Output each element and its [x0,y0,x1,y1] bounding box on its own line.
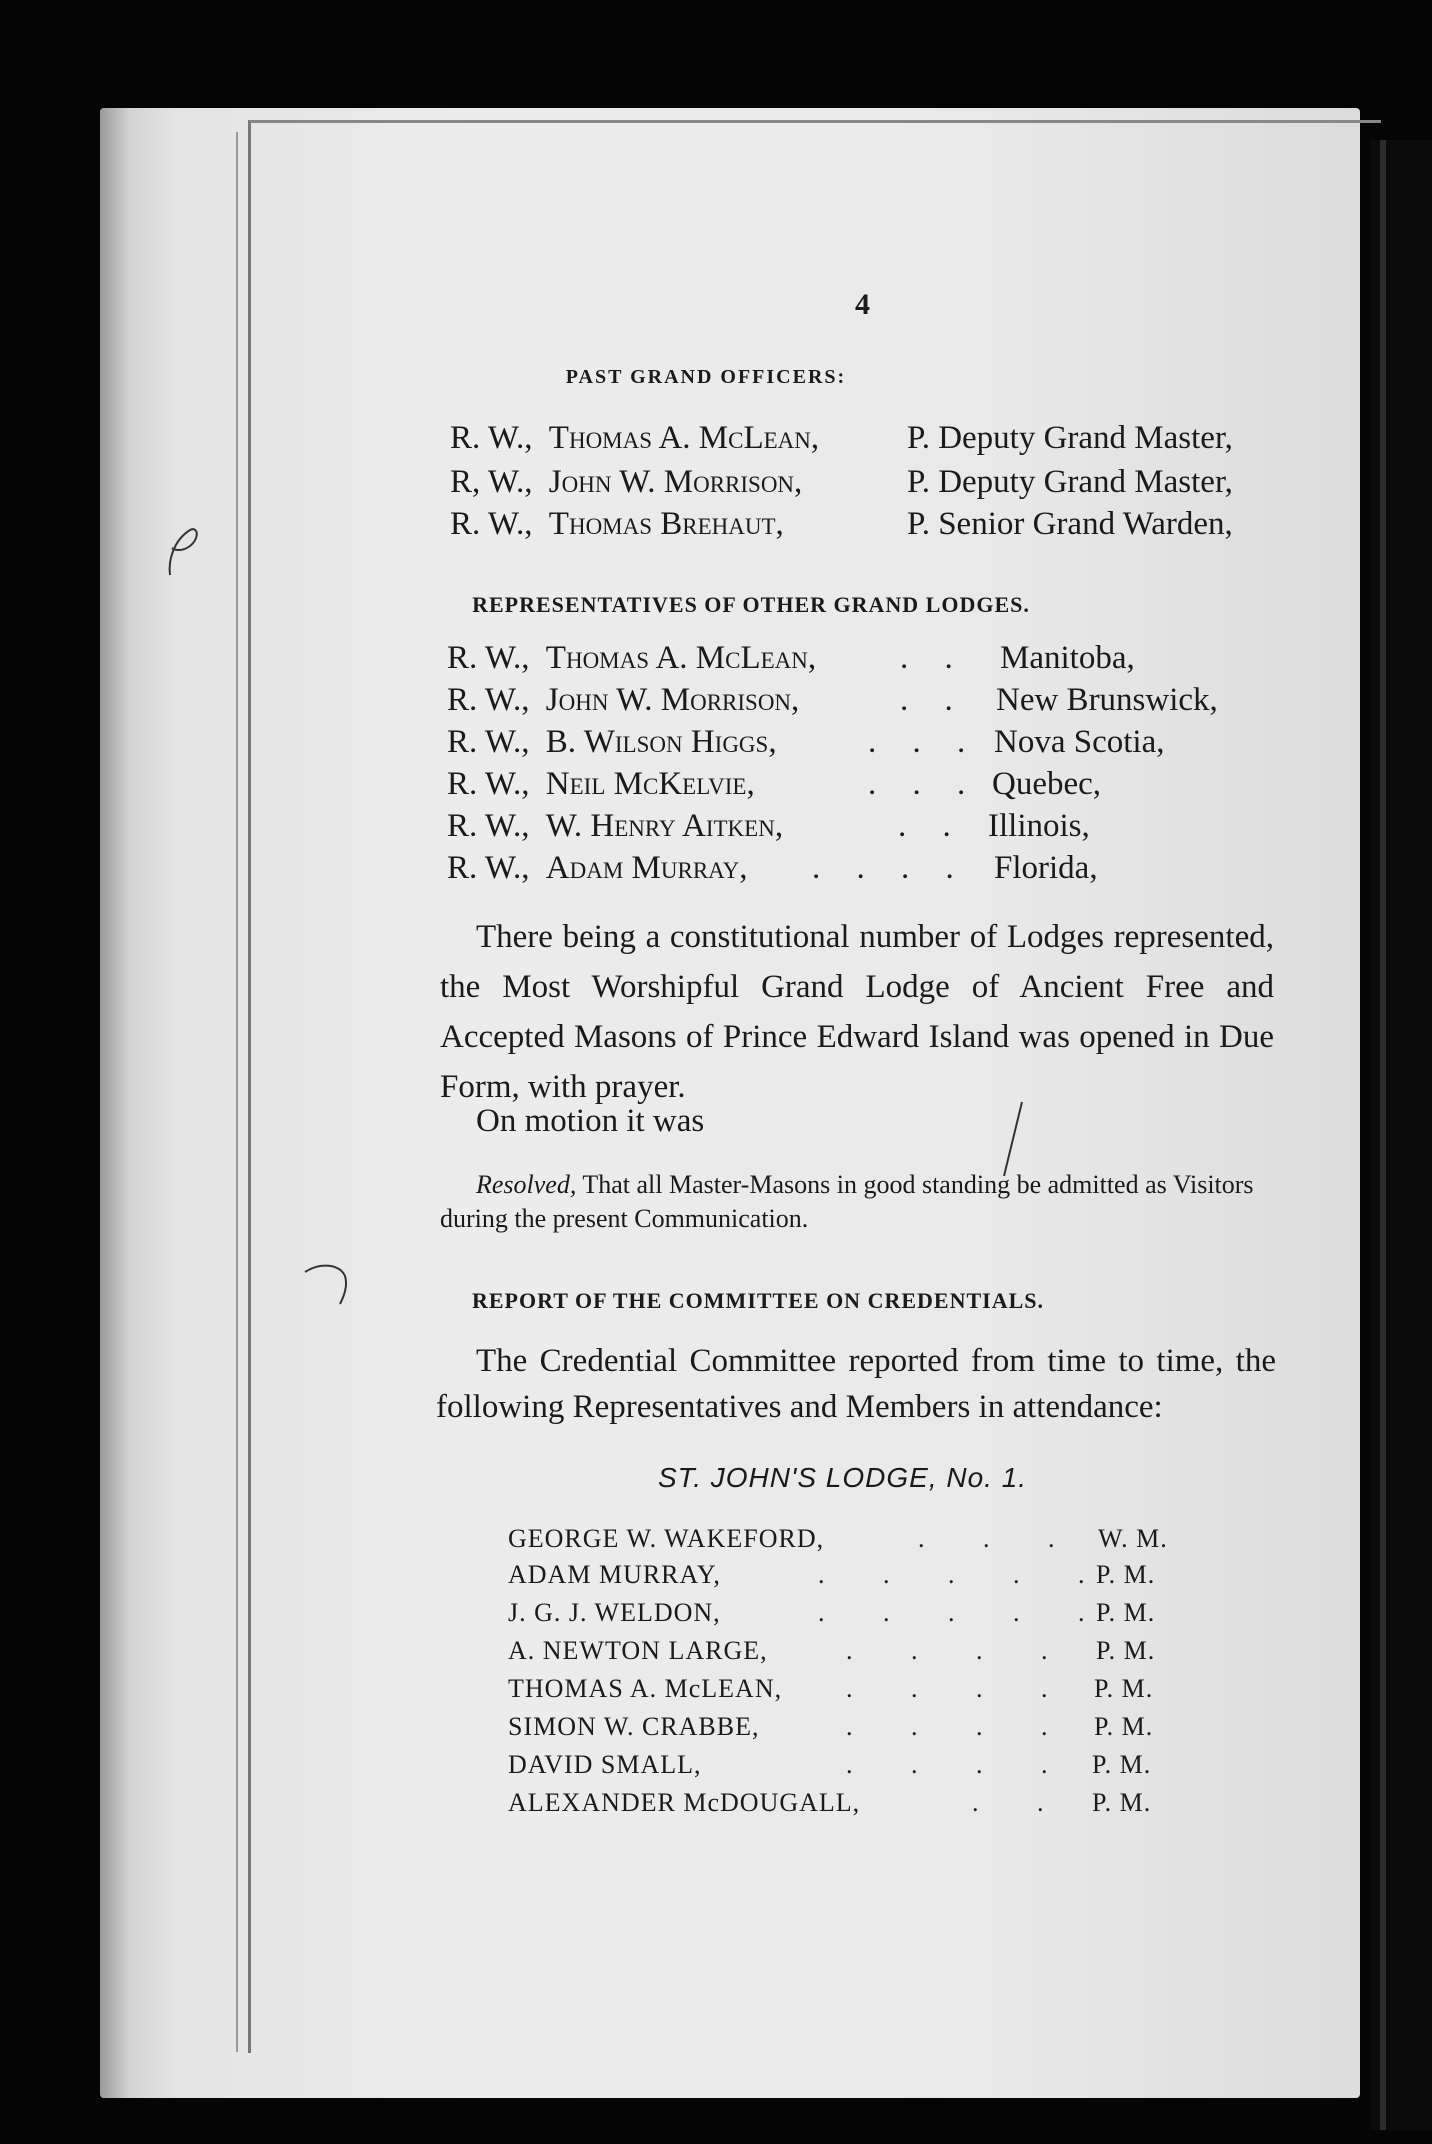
past-officer-row [450,506,784,543]
representative-row [447,724,777,761]
member-dots: . . . . [846,1674,1074,1703]
member-name: A. NEWTON LARGE, [508,1636,768,1665]
member-dots: . . . . [846,1712,1074,1741]
rep-name: John W. Morrison, [545,682,800,718]
rep-place: Nova Scotia, [994,724,1165,760]
member-rank: P. M. [1092,1788,1152,1817]
rep-place: Illinois, [988,808,1090,844]
rep-dots: . . . . [812,850,968,886]
member-rank: P. M. [1096,1598,1156,1627]
credentials-heading: REPORT OF THE COMMITTEE ON CREDENTIALS. [471,1288,1045,1313]
pencil-mark-icon [160,520,210,580]
member-name: DAVID SMALL, [508,1750,702,1779]
member-rank: P. M. [1094,1712,1154,1741]
lodge-title: ST. JOHN'S LODGE, No. 1. [658,1462,1028,1493]
credentials-paragraph: The Credential Committee reported from time to time, the following Representatives and Members in attendance: [436,1343,1276,1425]
officer-prefix: R. W., [450,420,533,456]
rep-prefix: R. W., [447,640,530,676]
member-rank: P. M. [1094,1674,1154,1703]
rep-prefix: R. W., [447,808,530,844]
member-dots: . . . . . [818,1598,1111,1627]
officer-prefix: R. W., [450,506,533,542]
rep-name: Adam Murray, [545,850,748,886]
rep-prefix: R. W., [447,850,530,886]
representative-row [447,766,755,803]
rep-place: New Brunswick, [996,682,1218,718]
member-rank: W. M. [1098,1524,1168,1553]
rep-dots: . . . [868,766,980,802]
pencil-mark-icon [998,1100,1028,1180]
officer-name: Thomas A. McLean, [548,420,820,456]
past-grand-officers-heading: PAST GRAND OFFICERS: [565,366,847,388]
pencil-mark-icon [300,1262,360,1312]
rep-dots: . . [900,640,967,676]
resolution-text: That all Master-Masons in good standing be admitted as Visitors during the present Communication. [440,1170,1254,1233]
member-name: SIMON W. CRABBE, [508,1712,760,1741]
page-number: 4 [855,288,870,321]
member-dots: . . . [918,1524,1081,1553]
officer-office: P. Senior Grand Warden, [907,506,1233,542]
officer-office: P. Deputy Grand Master, [907,464,1233,500]
representatives-heading: REPRESENTATIVES OF OTHER GRAND LODGES. [472,592,1030,617]
officer-name: John W. Morrison, [548,464,803,500]
member-name: J. G. J. WELDON, [508,1598,721,1627]
opening-paragraph: There being a constitutional number of Lodges represented, the Most Worshipful Grand Lodge of Ancient Free and Accepted Masons of Prince Edward Island was opened in Due Form, with prayer. [440,919,1274,1105]
representative-row [447,808,783,845]
rep-name: B. Wilson Higgs, [545,724,777,760]
member-name: ADAM MURRAY, [508,1560,721,1589]
resolution-label: Resolved, [476,1170,577,1199]
member-rank: P. M. [1096,1636,1156,1665]
member-rank: P. M. [1092,1750,1152,1779]
rep-place: Florida, [994,850,1098,886]
representative-row [447,682,799,719]
representative-row [447,850,748,887]
officer-name: Thomas Brehaut, [548,506,784,542]
officer-prefix: R, W., [450,464,533,500]
rep-place: Manitoba, [1000,640,1135,676]
rep-name: W. Henry Aitken, [545,808,784,844]
rep-dots: . . . [868,724,980,760]
rep-place: Quebec, [992,766,1102,802]
resolution-paragraph [440,1168,1274,1236]
motion-line: On motion it was [476,1103,705,1139]
member-dots: . . [972,1788,1070,1817]
right-page-edge [1380,140,1386,2130]
officer-office: P. Deputy Grand Master, [907,420,1233,456]
member-name: ALEXANDER McDOUGALL, [508,1788,861,1817]
member-name: THOMAS A. McLEAN, [508,1674,783,1703]
rep-dots: . . [900,682,967,718]
rep-prefix: R. W., [447,766,530,802]
member-rank: P. M. [1096,1560,1156,1589]
member-dots: . . . . . [818,1560,1111,1589]
representative-row [447,640,816,677]
rep-prefix: R. W., [447,724,530,760]
past-officer-row [450,420,819,457]
rep-prefix: R. W., [447,682,530,718]
past-officer-row [450,464,802,501]
rep-dots: . . [898,808,965,844]
member-dots: . . . . [846,1750,1074,1779]
rep-name: Neil McKelvie, [545,766,755,802]
member-dots: . . . . [846,1636,1074,1665]
rep-name: Thomas A. McLean, [545,640,817,676]
member-name: GEORGE W. WAKEFORD, [508,1524,825,1553]
